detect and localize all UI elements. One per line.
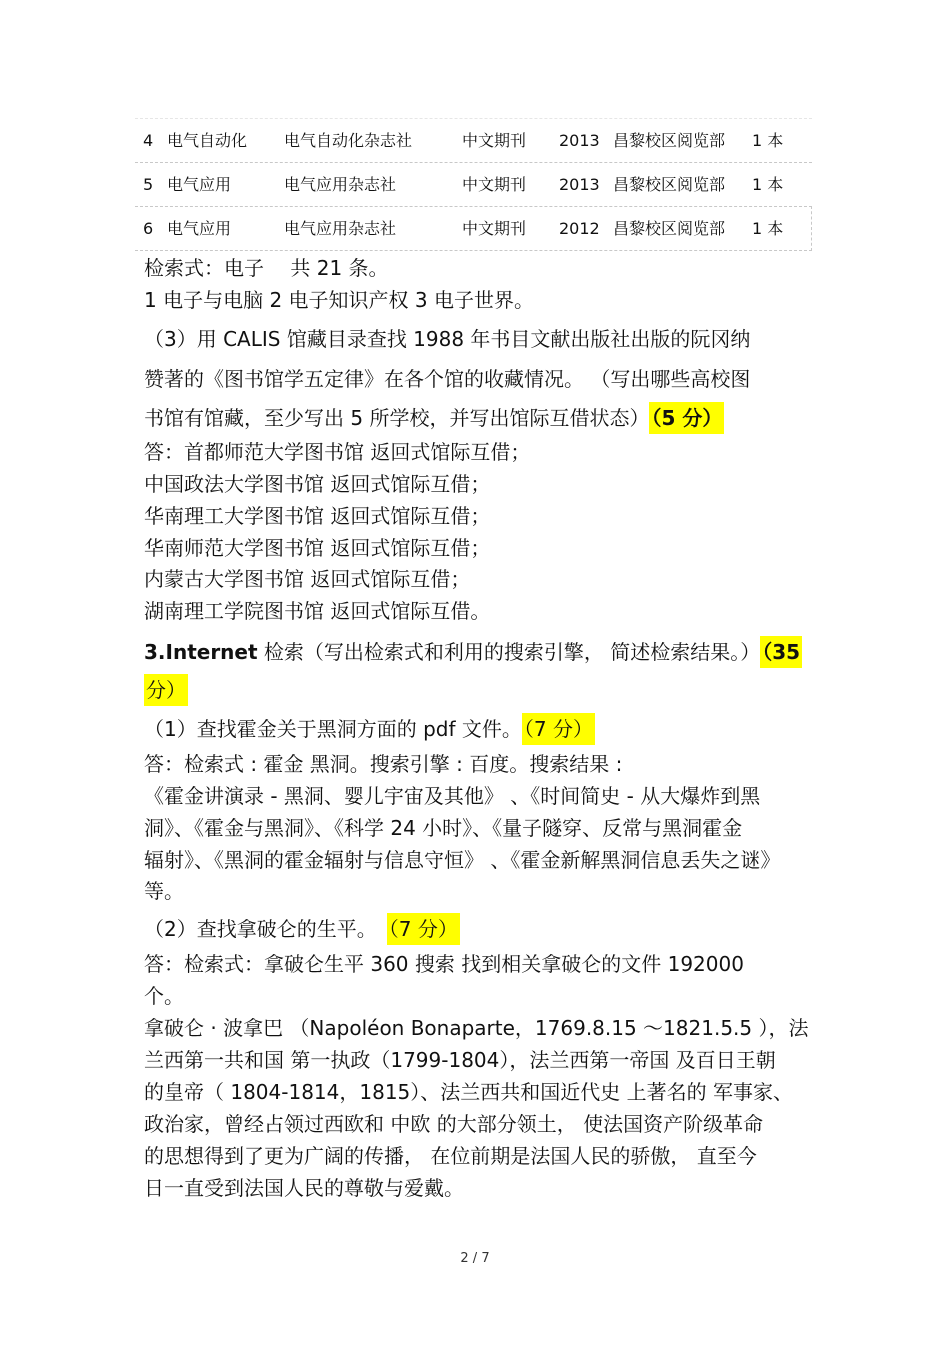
- cell-type: 中文期刊: [462, 131, 527, 150]
- cell-year: 2013: [559, 175, 600, 194]
- cell-count: 1 本: [752, 131, 784, 150]
- result-line: 洞》、《霍金与黑洞》、《科学 24 小时》、《量子隧穿、反常与黑洞霍金: [144, 816, 743, 840]
- bio-line: 兰西第一共和国 第一执政（1799-1804），法兰西第一帝国 及百日王朝: [144, 1048, 776, 1072]
- q31-line1: [144, 714, 595, 744]
- answer-line: 华南师范大学图书馆 返回式馆际互借；: [144, 536, 491, 560]
- score-badge: （7 分）: [387, 913, 460, 945]
- q3-line3: [144, 403, 724, 433]
- answer-line: 华南理工大学图书馆 返回式馆际互借；: [144, 504, 491, 528]
- section-heading-text: 检索（写出检索式和利用的搜索引擎， 简述检索结果。）: [257, 640, 761, 664]
- page-number: 2 / 7: [460, 1251, 490, 1266]
- cell-location: 昌黎校区阅览部: [613, 131, 726, 150]
- table-row: [135, 118, 812, 162]
- cell-publisher: 电气应用杂志社: [284, 175, 397, 194]
- cell-no: 5: [143, 175, 154, 194]
- cell-count: 1 本: [752, 219, 784, 238]
- cell-no: 6: [143, 219, 154, 238]
- cell-location: 昌黎校区阅览部: [613, 175, 726, 194]
- query-line: 检索式：电子 共 21 条。: [144, 256, 389, 280]
- answer-line: 答：检索式：拿破仑生平 360 搜索 找到相关拿破仑的文件 192000: [144, 952, 744, 976]
- score-badge: 分）: [144, 674, 188, 706]
- section-heading-cont: [144, 675, 188, 705]
- section-heading: [144, 637, 802, 667]
- bio-line: 的皇帝（ 1804-1814，1815）、法兰西共和国近代史 上著名的 军事家、: [144, 1080, 793, 1104]
- q3-line3-text: 书馆有馆藏，至少写出 5 所学校，并写出馆际互借状态）: [144, 406, 650, 430]
- score-badge: （35: [760, 636, 802, 668]
- answer-line: 内蒙古大学图书馆 返回式馆际互借；: [144, 567, 471, 591]
- score-badge: （7 分）: [522, 713, 595, 745]
- q32-line1: [144, 914, 460, 944]
- cell-type: 中文期刊: [462, 219, 527, 238]
- answer-line: 答：检索式 : 霍金 黑洞。搜索引擎 : 百度。搜索结果 :: [144, 752, 623, 776]
- cell-year: 2012: [559, 219, 600, 238]
- bio-line: 日一直受到法国人民的尊敬与爱戴。: [144, 1176, 464, 1200]
- cell-title: 电气应用: [167, 175, 232, 194]
- q32-text: （2）查找拿破仑的生平。: [144, 917, 367, 941]
- q3-line2: 赞著的《图书馆学五定律》在各个馆的收藏情况。 （写出哪些高校图: [144, 367, 751, 391]
- cell-count: 1 本: [752, 175, 784, 194]
- cell-type: 中文期刊: [462, 175, 527, 194]
- results-line: 1 电子与电脑 2 电子知识产权 3 电子世界。: [144, 288, 534, 312]
- answer-line: 答：首都师范大学图书馆 返回式馆际互借；: [144, 440, 531, 464]
- result-line: 辐射》、《黑洞的霍金辐射与信息守恒》 、《霍金新解黑洞信息丢失之谜》: [144, 848, 781, 872]
- answer-line: 个。: [144, 984, 184, 1008]
- cell-publisher: 电气应用杂志社: [284, 219, 397, 238]
- result-line: 《霍金讲演录 - 黑洞、婴儿宇宙及其他》 、《时间简史 - 从大爆炸到黑: [144, 784, 761, 808]
- cell-location: 昌黎校区阅览部: [613, 219, 726, 238]
- cell-title: 电气自动化: [167, 131, 248, 150]
- result-line: 等。: [144, 879, 184, 903]
- table-row: [135, 162, 812, 206]
- cell-year: 2013: [559, 131, 600, 150]
- score-badge: （5 分）: [649, 402, 724, 434]
- answer-line: 湖南理工学院图书馆 返回式馆际互借。: [144, 599, 491, 623]
- cell-title: 电气应用: [167, 219, 232, 238]
- section-heading-bold: 3.Internet: [144, 640, 258, 664]
- answer-line: 中国政法大学图书馆 返回式馆际互借；: [144, 472, 491, 496]
- bio-line: 政治家，曾经占领过西欧和 中欧 的大部分领土， 使法国资产阶级革命: [144, 1112, 764, 1136]
- holdings-table: [135, 118, 812, 251]
- bio-line: 拿破仑 · 波拿巴 （Napoléon Bonaparte，1769.8.15 ～1821.5.5 ），法: [144, 1016, 809, 1040]
- cell-no: 4: [143, 131, 154, 150]
- cell-publisher: 电气自动化杂志社: [284, 131, 413, 150]
- q3-line1: （3）用 CALIS 馆藏目录查找 1988 年书目文献出版社出版的阮冈纳: [144, 327, 751, 351]
- table-row: [135, 206, 812, 251]
- q31-text: （1）查找霍金关于黑洞方面的 pdf 文件。: [144, 717, 522, 741]
- bio-line: 的思想得到了更为广阔的传播， 在位前期是法国人民的骄傲， 直至今: [144, 1144, 757, 1168]
